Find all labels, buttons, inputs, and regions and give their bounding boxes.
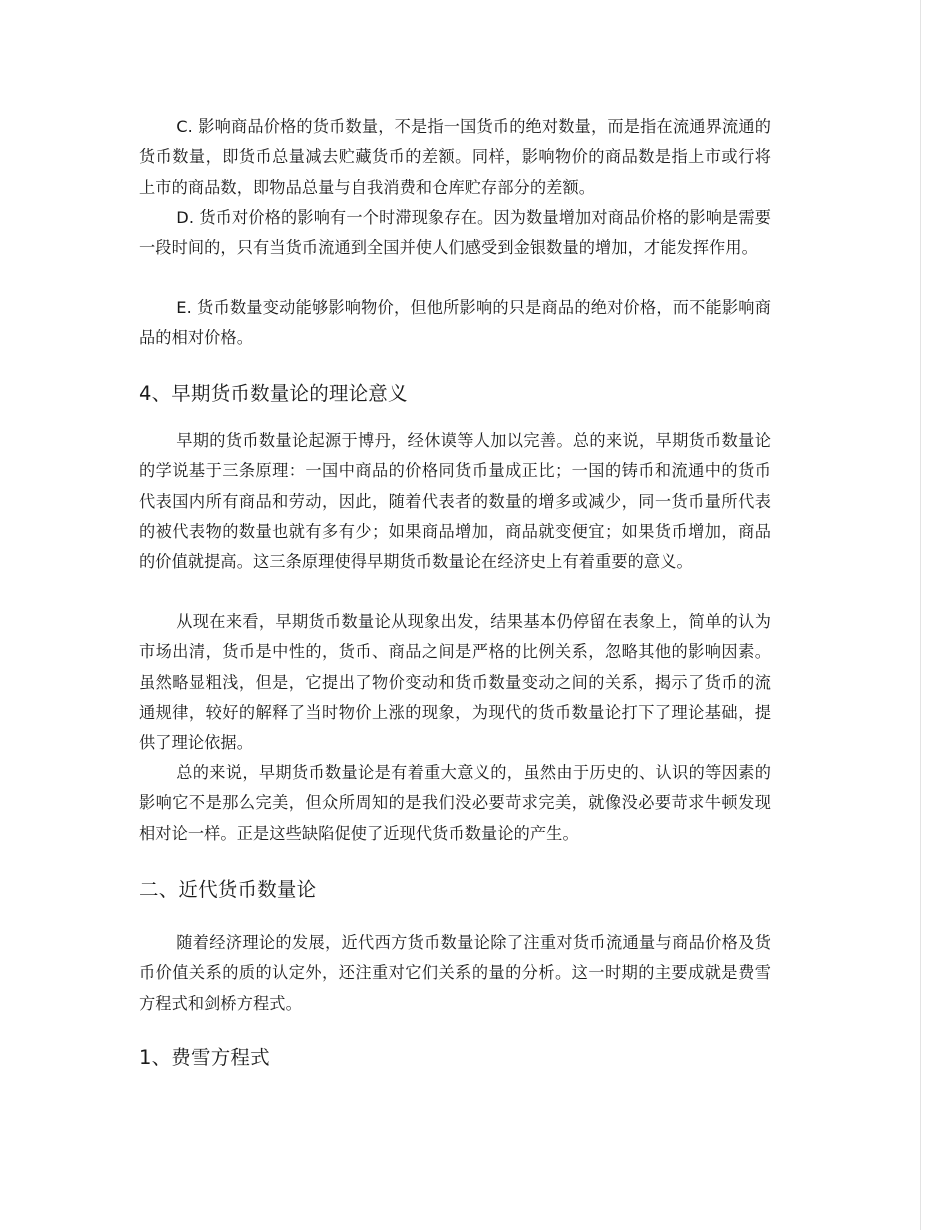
paragraph-modern-intro: 随着经济理论的发展，近代西方货币数量论除了注重对货币流通量与商品价格及货币价值关系的质的认定外，还注重对它们关系的量的分析。这一时期的主要成就是费雪方程式和剑桥方程式。 [139,933,771,1013]
section-heading-modern: 二、近代货币数量论 [139,878,317,901]
paragraph-early-theory-evaluation: 从现在来看，早期货币数量论从现象出发，结果基本仍停留在表象上，简单的认为市场出清，货币是中性的，货币、商品之间是严格的比例关系，忽略其他的影响因素。虽然略显粗浅，但是，它提出了物价变动和货币数量变动之间的关系，揭示了货币的流通规律，较好的解释了当时物价上涨的现象，为现代的货币数量论打下了理论基础，提供了理论依据。 [139,612,771,753]
page-edge-divider [920,0,921,1230]
paragraph-early-theory-summary: 总的来说，早期货币数量论是有着重大意义的，虽然由于历史的、认识的等因素的影响它不是那么完美，但众所周知的是我们没必要苛求完美，就像没必要苛求牛顿发现相对论一样。正是这些缺陷促使了近现代货币数量论的产生。 [139,763,771,843]
paragraph-early-theory-origin: 早期的货币数量论起源于博丹，经休谟等人加以完善。总的来说，早期货币数量论的学说基于三条原理：一国中商品的价格同货币量成正比；一国的铸币和流通中的货币代表国内所有商品和劳动，因此，随着代表者的数量的增多或减少，同一货币量所代表的被代表物的数量也就有多有少；如果商品增加，商品就变便宜；如果货币增加，商品的价值就提高。这三条原理使得早期货币数量论在经济史上有着重要的意义。 [139,431,771,572]
paragraph-item-e: E. 货币数量变动能够影响物价，但他所影响的只是商品的绝对价格，而不能影响商品的相对价格。 [139,298,771,348]
section-heading-fisher: 1、费雪方程式 [139,1046,270,1069]
paragraph-item-c: C. 影响商品价格的货币数量，不是指一国货币的绝对数量，而是指在流通界流通的货币数量，即货币总量减去贮藏货币的差额。同样，影响物价的商品数是指上市或行将上市的商品数，即物品总量与自我消费和仓库贮存部分的差额。 [139,117,771,197]
section-heading-4: 4、早期货币数量论的理论意义 [139,382,408,405]
paragraph-item-d: D. 货币对价格的影响有一个时滞现象存在。因为数量增加对商品价格的影响是需要一段时间的，只有当货币流通到全国并使人们感受到金银数量的增加，才能发挥作用。 [139,208,771,258]
